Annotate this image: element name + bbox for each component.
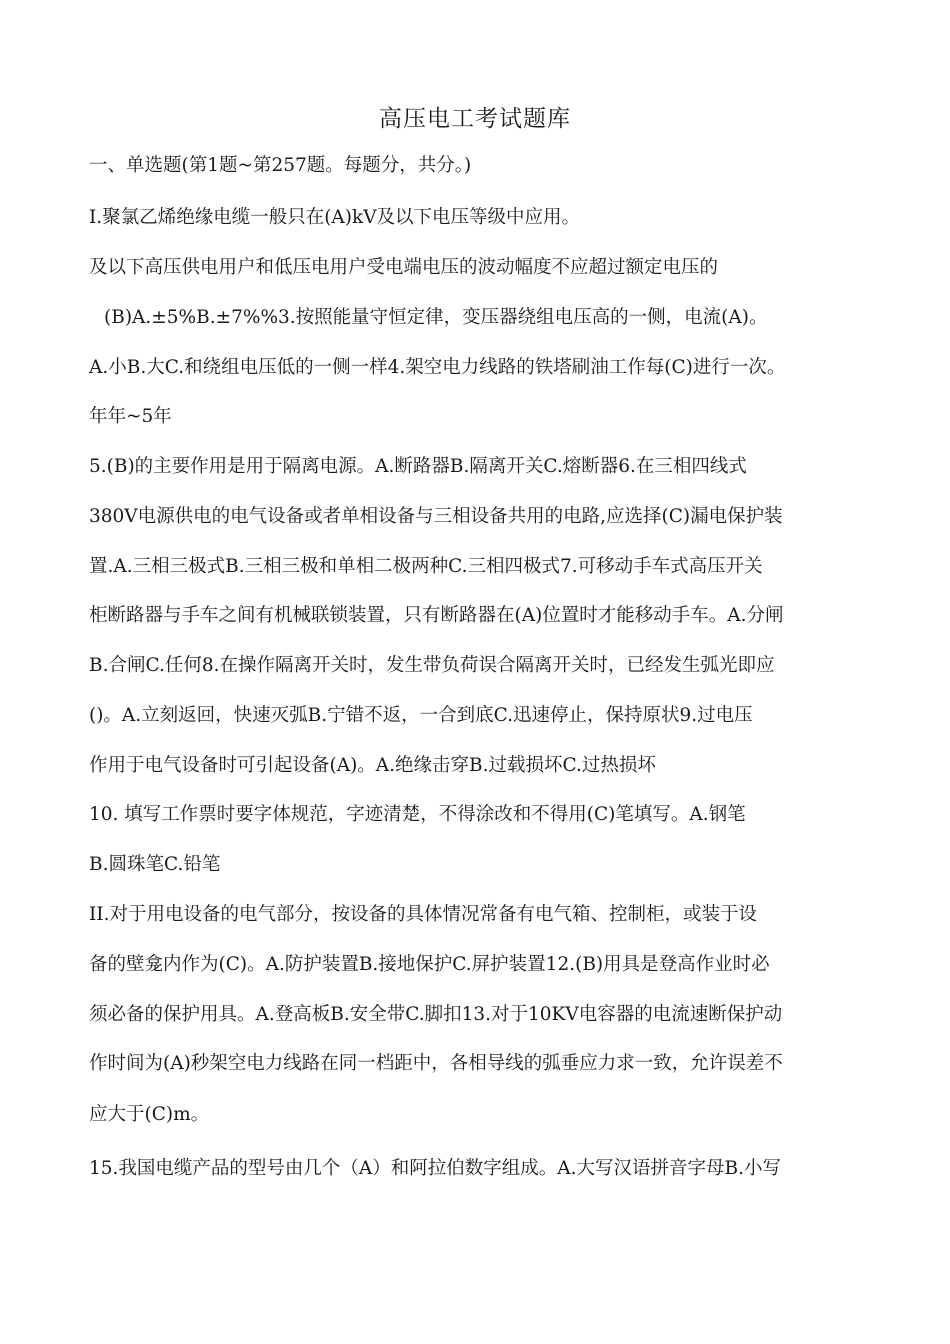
document-title: 高压电工考试题库 <box>379 106 571 132</box>
text-line: 380V电源供电的电气设备或者单相设备与三相设备共用的电路,应选择(C)漏电保护装 <box>89 506 783 527</box>
text-line: 及以下高压供电用户和低压电用户受电端电压的波动幅度不应超过额定电压的 <box>89 257 719 278</box>
text-line: ()。A.立刻返回，快速灭弧B.宁错不返，一合到底C.迅速停止，保持原状9.过电压 <box>89 705 753 726</box>
text-line: 应大于(C)m。 <box>89 1104 210 1125</box>
text-line: B.合闸C.任何8.在操作隔离开关时，发生带负荷误合隔离开关时，已经发生弧光即应 <box>89 655 775 676</box>
text-line: I.聚氯乙烯绝缘电缆一般只在(A)kV及以下电压等级中应用。 <box>89 207 581 228</box>
text-line: 柜断路器与手车之间有机械联锁装置，只有断路器在(A)位置时才能移动手车。A.分闸 <box>89 605 784 626</box>
text-line: B.圆珠笔C.铅笔 <box>89 854 221 875</box>
text-line: 作时间为(A)秒架空电力线路在同一档距中，各相导线的弧垂应力求一致，允许误差不 <box>89 1053 783 1074</box>
text-line: 置.A.三相三极式B.三相三极和单相二极两种C.三相四极式7.可移动手车式高压开关 <box>89 556 763 577</box>
text-line: 5.(B)的主要作用是用于隔离电源。A.断路器B.隔离开关C.熔断器6.在三相四线式 <box>89 456 747 477</box>
text-line: 备的壁龛内作为(C)。A.防护装置B.接地保护C.屏护装置12.(B)用具是登高作业时必 <box>89 954 770 975</box>
text-line: (B)A.±5%B.±7%%3.按照能量守恒定律，变压器绕组电压高的一侧，电流(A)。 <box>104 307 768 328</box>
text-line: 年年~5年 <box>89 406 172 427</box>
text-line: 作用于电气设备时可引起设备(A)。A.绝缘击穿B.过载损坏C.过热损坏 <box>89 755 656 776</box>
text-line: II.对于用电设备的电气部分，按设备的具体情况常备有电气箱、控制柜，或装于设 <box>89 904 757 925</box>
text-line: 15.我国电缆产品的型号由几个（A）和阿拉伯数字组成。A.大写汉语拼音字母B.小写 <box>89 1158 782 1179</box>
section-heading: 一、单选题(第1题~第257题。每题分，共分。) <box>89 155 472 176</box>
text-line: 10. 填写工作票时要字体规范，字迹清楚，不得涂改和不得用(C)笔填写。A.钢笔 <box>89 804 746 825</box>
text-line: A.小B.大C.和绕组电压低的一侧一样4.架空电力线路的铁塔刷油工作每(C)进行一次。 <box>89 357 786 378</box>
text-line: 须必备的保护用具。A.登高板B.安全带C.脚扣13.对于10KV电容器的电流速断保护动 <box>89 1004 783 1025</box>
